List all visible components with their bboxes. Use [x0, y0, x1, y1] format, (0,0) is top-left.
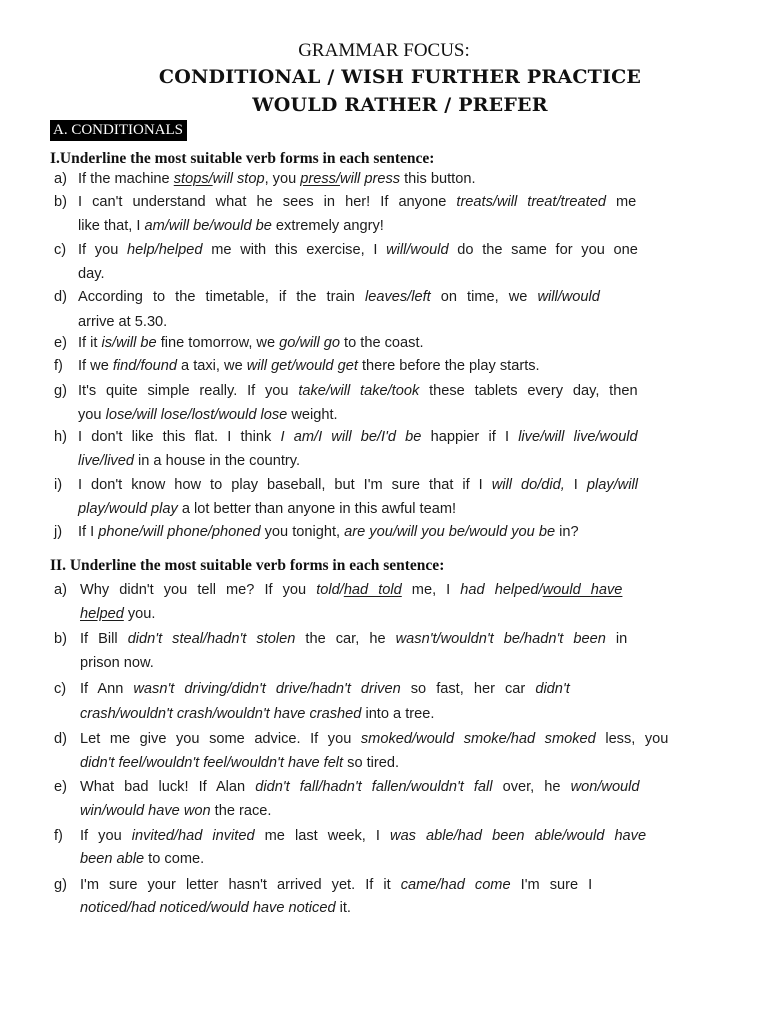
sentence-line: If Ann wasn't driving/didn't drive/hadn't driven so fast, her car didn't [80, 681, 570, 697]
sentence-line: If Bill didn't steal/hadn't stolen the car, he wasn't/wouldn't be/hadn't been in [80, 631, 628, 647]
sentence-line: arrive at 5.30. [78, 314, 168, 330]
item-letter: d) [54, 731, 67, 747]
sentence-line: been able to come. [80, 851, 205, 867]
sentence-line: Why didn't you tell me? If you told/had told me, I had helped/would have [80, 582, 623, 598]
item-letter: h) [54, 429, 67, 445]
item-letter: g) [54, 877, 67, 893]
item-letter: a) [54, 582, 67, 598]
sentence-line: Let me give you some advice. If you smoked/would smoke/had smoked less, you [80, 731, 669, 747]
item-letter: c) [54, 681, 67, 697]
item-letter: c) [54, 242, 67, 258]
sentence-line: If we find/found a taxi, we will get/would get there before the play starts. [78, 358, 540, 374]
sentence-line: I can't understand what he sees in her! If anyone treats/will treat/treated me [78, 194, 637, 210]
item-letter: e) [54, 335, 67, 351]
sentence-line: If you invited/had invited me last week, I was able/had been able/would have [80, 828, 647, 844]
item-letter: e) [54, 779, 67, 795]
exercise-2-instruction: II. Underline the most suitable verb forms in each sentence: [50, 557, 445, 574]
item-letter: a) [54, 171, 67, 187]
sentence-line: noticed/had noticed/would have noticed it. [80, 900, 351, 916]
item-letter: g) [54, 383, 67, 399]
sentence-line: you lose/will lose/lost/would lose weight. [78, 407, 338, 423]
item-letter: d) [54, 289, 67, 305]
sentence-line: crash/wouldn't crash/wouldn't have crashed into a tree. [80, 706, 435, 722]
sentence-line: like that, I am/will be/would be extremely angry! [78, 218, 384, 234]
sentence-line: If it is/will be fine tomorrow, we go/will go to the coast. [78, 335, 424, 351]
sentence-line: day. [78, 266, 105, 282]
sentence-line: didn't feel/wouldn't feel/wouldn't have felt so tired. [80, 755, 400, 771]
sentence-line: play/would play a lot better than anyone in this awful team! [78, 501, 457, 517]
sentence-line: If I phone/will phone/phoned you tonight, are you/will you be/would you be in? [78, 524, 579, 540]
sentence-line: I don't know how to play baseball, but I'm sure that if I will do/did, I play/will [78, 477, 638, 493]
section-heading-conditionals: A. CONDITIONALS [50, 120, 187, 141]
page-subtitle-line-1: CONDITIONAL / WISH FURTHER PRACTICE [158, 66, 642, 88]
sentence-line: live/lived in a house in the country. [78, 453, 301, 469]
item-letter: f) [54, 358, 63, 374]
sentence-line: prison now. [80, 655, 154, 671]
item-letter: j) [54, 524, 63, 540]
sentence-line: I'm sure your letter hasn't arrived yet. If it came/had come I'm sure I [80, 877, 593, 893]
sentence-line: If you help/helped me with this exercise, I will/would do the same for you one [78, 242, 638, 258]
item-letter: b) [54, 631, 67, 647]
exercise-1-instruction: I.Underline the most suitable verb forms in each sentence: [50, 150, 435, 167]
sentence-line: If the machine stops/will stop, you press/will press this button. [78, 171, 476, 187]
page-subtitle-line-2: WOULD RATHER / PREFER [252, 94, 548, 116]
sentence-line: I don't like this flat. I think I am/I will be/I'd be happier if I live/will live/would [78, 429, 638, 445]
sentence-line: What bad luck! If Alan didn't fall/hadn't fallen/wouldn't fall over, he won/would [80, 779, 640, 795]
sentence-line: helped you. [80, 606, 156, 622]
sentence-line: win/would have won the race. [80, 803, 272, 819]
item-letter: b) [54, 194, 67, 210]
sentence-line: It's quite simple really. If you take/will take/took these tablets every day, then [78, 383, 638, 399]
page-title: GRAMMAR FOCUS: [298, 40, 470, 61]
item-letter: i) [54, 477, 63, 493]
sentence-line: According to the timetable, if the train leaves/left on time, we will/would [78, 289, 600, 305]
item-letter: f) [54, 828, 63, 844]
